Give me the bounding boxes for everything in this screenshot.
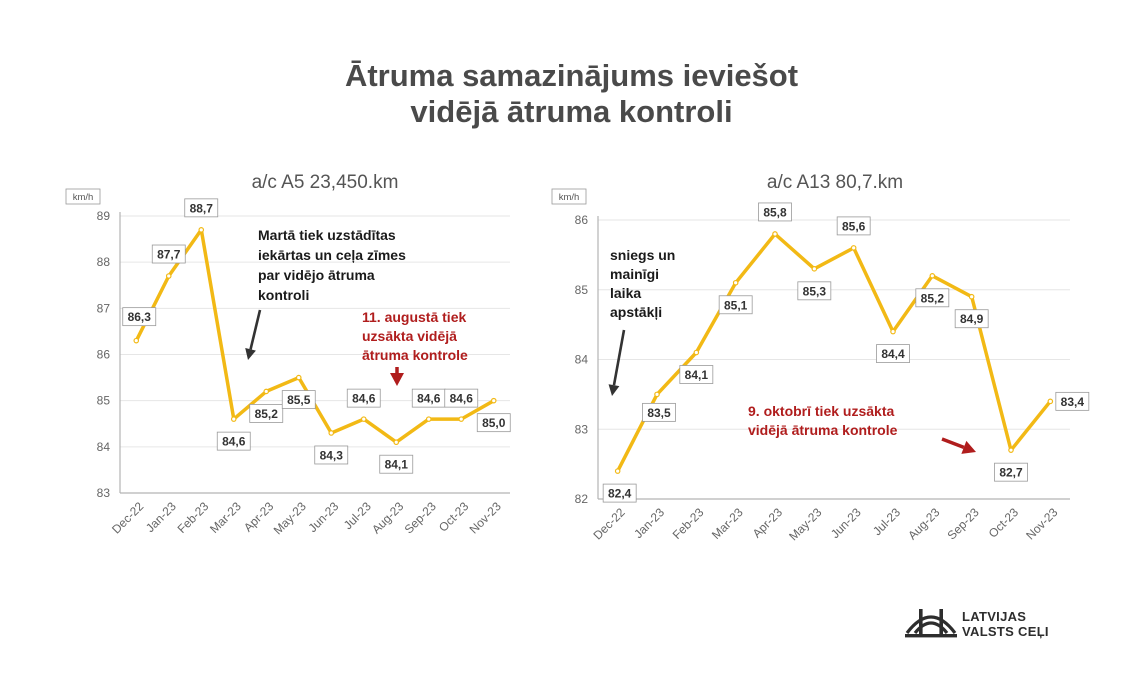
logo-line2: VALSTS CEĻI [962,624,1049,639]
data-point [812,267,816,271]
annotation-line: ātruma kontrole [362,347,468,363]
y-tick-label: 84 [574,352,588,367]
annotation-line: sniegs un [610,247,676,263]
data-point [134,338,138,342]
logo [905,604,1075,644]
data-point [232,417,236,421]
x-tick-label: Sep-23 [944,505,982,543]
data-label: 87,7 [157,247,181,262]
data-point [167,274,171,278]
main-title-line2: vidējā ātruma kontroli [410,94,733,129]
data-label: 85,0 [482,416,506,431]
x-tick-label: Jan-23 [143,499,179,536]
data-label: 85,1 [723,298,748,313]
annotation-line: iekārtas un ceļa zīmes [258,247,406,263]
data-point [459,417,463,421]
data-point [615,469,619,473]
annotation-line: kontroli [258,287,310,303]
annotation-line: vidējā ātruma kontrole [748,422,898,438]
data-point [264,389,268,393]
data-label: 83,5 [647,405,671,420]
x-tick-label: Jul-23 [340,499,374,533]
x-tick-label: Aug-23 [905,505,943,543]
data-label: 82,7 [999,465,1023,480]
data-point [1009,448,1013,452]
x-tick-label: Oct-23 [436,499,472,535]
x-tick-label: Jun-23 [305,499,342,536]
data-label: 85,6 [841,219,866,234]
data-label: 85,8 [763,205,787,220]
annotation-black [610,247,675,320]
data-point [362,417,366,421]
x-tick-label: Mar-23 [709,505,746,543]
x-tick-label: Dec-22 [590,505,628,543]
data-label: 88,7 [189,201,213,216]
annotation-red [748,403,898,438]
data-point [851,246,855,250]
data-point [427,417,431,421]
data-label: 84,6 [222,434,246,449]
data-point [773,232,777,236]
data-point [394,440,398,444]
arrow-red-icon [390,373,404,386]
y-tick-label: 85 [574,282,588,297]
x-tick-label: Jun-23 [827,505,864,542]
y-tick-label: 83 [96,486,110,500]
x-tick-label: Apr-23 [749,505,786,541]
x-tick-label: Dec-22 [109,499,147,537]
x-tick-label: Aug-23 [369,499,407,537]
x-tick-label: Nov-23 [1023,505,1061,543]
x-tick-label: Jan-23 [631,505,668,542]
x-tick-label: Nov-23 [466,499,504,537]
annotation-line: Martā tiek uzstādītas [258,227,396,243]
arrow-red-shaft [942,439,964,447]
arrow-black-shaft [614,330,624,385]
data-label: 84,1 [384,457,408,472]
logo-line1: LATVIJAS [962,609,1027,624]
data-point [199,228,203,232]
y-tick-label: 87 [96,301,110,316]
data-point [969,295,973,299]
data-point [655,392,659,396]
x-tick-label: Feb-23 [669,505,707,543]
y-tick-label: 88 [96,255,110,270]
data-point [329,431,333,435]
annotation-line: apstākļi [610,304,663,320]
logo-text [962,609,1049,639]
y-tick-label: 84 [96,439,110,454]
data-point [891,329,895,333]
data-label: 85,5 [287,393,311,408]
data-label: 84,6 [449,391,473,406]
data-label: 84,9 [959,312,984,327]
data-label: 84,1 [684,368,709,383]
x-tick-label: May-23 [786,505,825,544]
y-tick-label: 85 [96,393,110,408]
unit-label: km/h [72,192,94,203]
data-label: 83,4 [1060,394,1085,409]
annotation-line: mainīgi [610,266,660,282]
data-label: 84,3 [319,448,343,463]
y-tick-label: 82 [574,492,588,506]
data-label: 85,2 [254,406,278,421]
y-tick-label: 86 [574,213,588,227]
y-tick-label: 89 [96,209,110,223]
annotation-line: par vidējo ātruma [258,267,375,283]
data-point [297,375,301,379]
chart-a13 [540,160,1100,580]
main-title [0,58,1143,130]
data-label: 82,4 [607,486,632,501]
annotation-line: laika [610,285,642,301]
data-label: 84,4 [881,347,905,362]
annotation-line: 11. augustā tiek [362,309,467,325]
data-point [694,350,698,354]
data-label: 85,2 [920,291,945,306]
data-point [1048,399,1052,403]
bridge-logo-icon [905,607,957,639]
chart-title: a/c A5 23,450.km [251,172,399,193]
x-tick-label: Sep-23 [401,499,439,537]
data-label: 84,6 [352,391,376,406]
data-point [492,398,496,402]
chart-title: a/c A13 80,7.km [766,172,904,193]
annotation-line: uzsākta vidējā [362,328,457,344]
data-label: 86,3 [127,310,151,325]
y-tick-label: 86 [96,347,110,362]
annotation-red [362,309,468,363]
x-tick-label: Apr-23 [240,499,277,535]
x-tick-label: Feb-23 [174,499,212,537]
annotation-line: 9. oktobrī tiek uzsākta [748,403,895,419]
arrow-black-shaft [251,310,260,349]
annotation-black [258,227,406,303]
data-point [930,274,934,278]
data-label: 85,3 [802,284,827,299]
x-tick-label: Mar-23 [207,499,244,537]
unit-label: km/h [558,192,580,203]
x-tick-label: Oct-23 [985,505,1022,541]
x-tick-label: May-23 [270,499,309,538]
arrow-black-icon [609,384,620,396]
data-label: 84,6 [417,391,441,406]
main-title-line1: Ātruma samazinājums ieviešot [344,58,799,93]
chart-a5 [50,160,530,580]
y-tick-label: 83 [574,422,588,437]
data-point [733,281,737,285]
x-tick-label: Jul-23 [870,505,904,539]
